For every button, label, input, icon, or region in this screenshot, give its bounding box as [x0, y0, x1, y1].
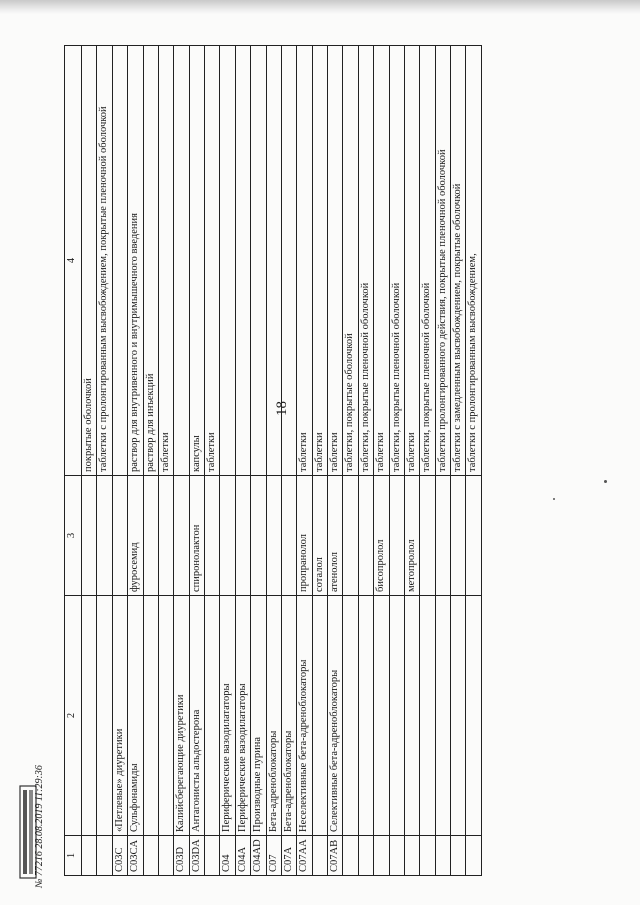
table-row: [112, 46, 127, 876]
table-row: [143, 46, 158, 876]
drug-name-cell: [220, 476, 235, 596]
atc-code-cell: [435, 836, 450, 876]
table-row: [358, 46, 373, 876]
table-row: [435, 46, 450, 876]
group-name-cell: Селективные бета-адреноблокаторы: [328, 596, 343, 836]
drug-name-cell: [205, 476, 220, 596]
table-row: [281, 46, 296, 876]
dosage-form-cell: таблетки с пролонгированным высвобождением,: [466, 46, 481, 476]
dosage-form-cell: таблетки: [374, 46, 389, 476]
atc-code-cell: C04AD: [251, 836, 266, 876]
table-row: [82, 46, 97, 876]
group-name-cell: [82, 596, 97, 836]
group-name-cell: [97, 596, 112, 836]
dosage-form-cell: таблетки с пролонгированным высвобождением, покрытые пленочной оболочкой: [97, 46, 112, 476]
group-name-cell: [389, 596, 404, 836]
registration-number: № 77216 28.08.2019 11:29:36: [34, 765, 45, 888]
atc-code-cell: C03D: [174, 836, 189, 876]
page-number: 18: [274, 401, 290, 416]
table-row: [189, 46, 204, 876]
group-name-cell: [435, 596, 450, 836]
drug-name-cell: [466, 476, 481, 596]
drug-name-cell: бисопролол: [374, 476, 389, 596]
dosage-form-cell: таблетки: [297, 46, 312, 476]
drug-name-cell: [143, 476, 158, 596]
group-name-cell: [205, 596, 220, 836]
dosage-form-cell: раствор для внутривенного и внутримышечного введения: [128, 46, 143, 476]
group-name-cell: [404, 596, 419, 836]
drug-name-cell: спиронолактон: [189, 476, 204, 596]
dosage-form-cell: [235, 46, 250, 476]
atc-code-cell: [404, 836, 419, 876]
table-row: [451, 46, 466, 876]
atc-code-cell: [97, 836, 112, 876]
dosage-form-cell: таблетки: [158, 46, 173, 476]
atc-code-cell: C07AB: [328, 836, 343, 876]
drug-name-cell: [82, 476, 97, 596]
group-name-cell: Неселективные бета-адреноблокаторы: [297, 596, 312, 836]
table-row: [312, 46, 327, 876]
group-name-cell: [466, 596, 481, 836]
drug-name-cell: [235, 476, 250, 596]
header-cell: 2: [65, 596, 82, 836]
drug-name-cell: соталол: [312, 476, 327, 596]
atc-code-cell: C04A: [235, 836, 250, 876]
drug-name-cell: [451, 476, 466, 596]
table-row: [235, 46, 250, 876]
atc-code-cell: [343, 836, 358, 876]
table-row: [266, 46, 281, 876]
atc-code-cell: [358, 836, 373, 876]
table-row: [389, 46, 404, 876]
atc-code-cell: [143, 836, 158, 876]
group-name-cell: Бета-адреноблокаторы: [281, 596, 296, 836]
table-body: [65, 46, 482, 876]
atc-code-cell: [389, 836, 404, 876]
table-row: [220, 46, 235, 876]
group-name-cell: Антагонисты альдостерона: [189, 596, 204, 836]
dosage-form-cell: таблетки, покрытые оболочкой: [343, 46, 358, 476]
dosage-form-cell: таблетки с замедленным высвобождением, покрытые оболочкой: [451, 46, 466, 476]
table-row: [328, 46, 343, 876]
atc-code-cell: [374, 836, 389, 876]
table-row: [128, 46, 143, 876]
group-name-cell: [158, 596, 173, 836]
group-name-cell: Бета-адреноблокаторы: [266, 596, 281, 836]
table-row: [420, 46, 435, 876]
table-row: [205, 46, 220, 876]
drug-name-cell: [435, 476, 450, 596]
atc-code-cell: C07A: [281, 836, 296, 876]
atc-code-cell: C03C: [112, 836, 127, 876]
table-row: [297, 46, 312, 876]
dosage-form-cell: [281, 46, 296, 476]
dosage-form-cell: [220, 46, 235, 476]
group-name-cell: [358, 596, 373, 836]
atc-code-cell: [158, 836, 173, 876]
drug-name-cell: фуросемид: [128, 476, 143, 596]
dosage-form-cell: таблетки пролонгированного действия, покрытые пленочной оболочкой: [435, 46, 450, 476]
atc-code-cell: C07: [266, 836, 281, 876]
drug-name-cell: [343, 476, 358, 596]
group-name-cell: «Петлевые» диуретики: [112, 596, 127, 836]
atc-code-cell: [312, 836, 327, 876]
drug-name-cell: [97, 476, 112, 596]
atc-code-cell: [82, 836, 97, 876]
group-name-cell: [451, 596, 466, 836]
dosage-form-cell: раствор для инъекций: [143, 46, 158, 476]
group-name-cell: Производные пурина: [251, 596, 266, 836]
atc-code-cell: C03DA: [189, 836, 204, 876]
header-cell: 4: [65, 46, 82, 476]
dosage-form-cell: таблетки, покрытые пленочной оболочкой: [358, 46, 373, 476]
group-name-cell: Периферические вазодилататоры: [235, 596, 250, 836]
group-name-cell: [343, 596, 358, 836]
group-name-cell: [374, 596, 389, 836]
atc-code-cell: [420, 836, 435, 876]
scan-edge-shadow: [0, 0, 640, 14]
dosage-form-cell: таблетки: [328, 46, 343, 476]
group-name-cell: Сульфонамиды: [128, 596, 143, 836]
dosage-form-cell: [174, 46, 189, 476]
dosage-form-cell: таблетки: [205, 46, 220, 476]
drug-name-cell: атенолол: [328, 476, 343, 596]
drug-classification-table: [64, 45, 482, 876]
group-name-cell: Калийсберегающие диуретики: [174, 596, 189, 836]
dosage-form-cell: капсулы: [189, 46, 204, 476]
atc-code-cell: [205, 836, 220, 876]
atc-code-cell: [451, 836, 466, 876]
drug-name-cell: [251, 476, 266, 596]
table-header-row: [65, 46, 82, 876]
dosage-form-cell: [266, 46, 281, 476]
table-row: [158, 46, 173, 876]
group-name-cell: Периферические вазодилататоры: [220, 596, 235, 836]
atc-code-cell: C04: [220, 836, 235, 876]
table-row: [466, 46, 481, 876]
drug-name-cell: [389, 476, 404, 596]
table-row: [374, 46, 389, 876]
table-row: [343, 46, 358, 876]
table-row: [251, 46, 266, 876]
drug-name-cell: пропранолол: [297, 476, 312, 596]
drug-name-cell: [174, 476, 189, 596]
group-name-cell: [312, 596, 327, 836]
drug-name-cell: [281, 476, 296, 596]
group-name-cell: [420, 596, 435, 836]
drug-name-cell: [112, 476, 127, 596]
drug-name-cell: [158, 476, 173, 596]
dosage-form-cell: таблетки, покрытые пленочной оболочкой: [420, 46, 435, 476]
table-row: [404, 46, 419, 876]
dosage-form-cell: [112, 46, 127, 476]
drug-name-cell: [420, 476, 435, 596]
header-cell: 3: [65, 476, 82, 596]
dosage-form-cell: таблетки: [312, 46, 327, 476]
atc-code-cell: C03CA: [128, 836, 143, 876]
dosage-form-cell: таблетки, покрытые пленочной оболочкой: [389, 46, 404, 476]
atc-code-cell: [466, 836, 481, 876]
rotated-table-wrapper: [64, 46, 580, 876]
dosage-form-cell: таблетки: [404, 46, 419, 476]
drug-name-cell: [266, 476, 281, 596]
scan-speck: [604, 480, 607, 483]
drug-name-cell: [358, 476, 373, 596]
drug-name-cell: метопролол: [404, 476, 419, 596]
atc-code-cell: C07AA: [297, 836, 312, 876]
table-row: [174, 46, 189, 876]
table-row: [97, 46, 112, 876]
dosage-form-cell: покрытые оболочкой: [82, 46, 97, 476]
dosage-form-cell: [251, 46, 266, 476]
header-cell: 1: [65, 836, 82, 876]
group-name-cell: [143, 596, 158, 836]
